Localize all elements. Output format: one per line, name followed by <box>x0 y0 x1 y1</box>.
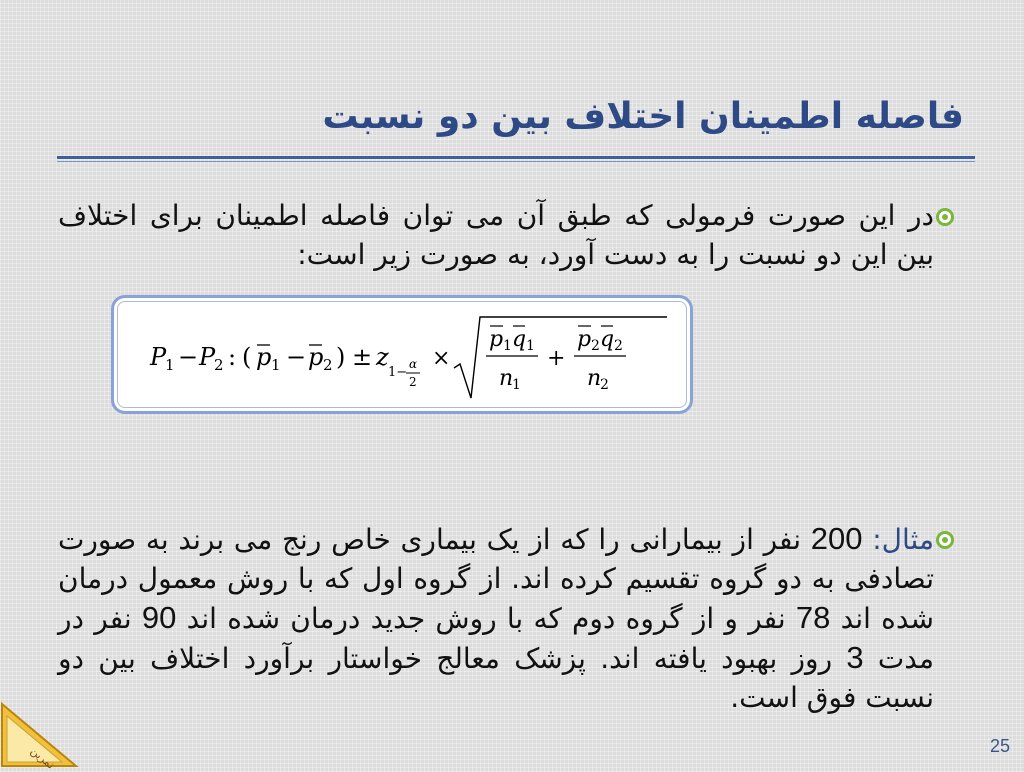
formula-lparen: ( <box>242 343 252 371</box>
formula-minus-b: − <box>286 343 307 371</box>
formula-sub-1b: 1 <box>271 356 281 374</box>
number-200: 200 <box>810 521 863 556</box>
formula-p2bar: p <box>308 343 324 371</box>
formula-box <box>111 295 693 414</box>
example-text-4: روز بهبود یافته اند. پزشک معالج خواستار برآورد اختلاف بین دو نسبت فوق است. <box>58 642 934 714</box>
page-number: 25 <box>989 736 1010 756</box>
bullet-icon <box>936 531 954 549</box>
number-3: 3 <box>846 640 864 675</box>
formula-alpha: α <box>409 357 418 371</box>
example-label: مثال: <box>872 523 934 556</box>
formula-sub-one-minus: 1− <box>388 365 408 380</box>
formula-num1-sub1: 1 <box>503 338 512 354</box>
formula-rparen: ) <box>336 343 346 371</box>
bullet-icon <box>936 208 954 226</box>
formula-p1bar: p <box>256 343 272 371</box>
formula-num2-subb: 2 <box>614 338 623 354</box>
formula-plus: + <box>547 346 566 371</box>
formula-num1-p: p <box>489 327 504 352</box>
formula-num1-sub1b: 1 <box>526 338 535 354</box>
formula-sub-2a: 2 <box>214 356 224 374</box>
title-divider-thin <box>57 161 975 162</box>
example-text-1: نفر از بیمارانی را که از یک بیماری خاص رنج می برند به صورت تصادفی به دو گروه تقسیم کرده اند. از گروه اول که با روش معمول درمان شده اند <box>58 523 934 635</box>
formula-times: × <box>432 346 451 371</box>
title-divider <box>57 156 975 159</box>
formula-den1-sub: 1 <box>512 377 521 393</box>
logo-text: تمرین <box>28 744 58 768</box>
confidence-interval-formula <box>114 298 696 417</box>
formula-sub-2b: 2 <box>323 356 333 374</box>
formula-alpha-den: 2 <box>409 375 417 389</box>
number-90: 90 <box>141 600 177 635</box>
formula-den1-n: n <box>499 366 514 391</box>
formula-num2-sub: 2 <box>591 338 600 354</box>
formula-num1-q: q <box>512 327 527 352</box>
formula-pm: ± <box>352 343 373 371</box>
exercise-logo <box>0 700 80 772</box>
formula-P2: P <box>199 343 216 371</box>
formula-num2-p: p <box>577 327 592 352</box>
example-text-3: نفر در مدت <box>58 602 934 675</box>
slide-title: فاصله اطمینان اختلاف بین دو نسبت <box>322 96 964 137</box>
formula-colon: : <box>228 343 237 371</box>
formula-num2-q: q <box>600 327 615 352</box>
formula-z: z <box>376 343 389 371</box>
formula-P1: P <box>150 343 167 371</box>
formula-sub-1a: 1 <box>165 356 175 374</box>
formula-den2-sub: 2 <box>600 377 609 393</box>
bullet-text-1: در این صورت فرمولی که طبق آن می توان فاصله اطمینان برای اختلاف بین این دو نسبت را به دست آورد، به صورت زیر است: <box>58 199 934 271</box>
formula-den2-n: n <box>587 366 602 391</box>
bullet-text-2 <box>58 519 934 717</box>
formula-minus-a: − <box>178 343 199 371</box>
number-78: 78 <box>795 600 831 635</box>
example-text-2: نفر و از گروه دوم که با روش جدید درمان شده اند <box>176 602 796 635</box>
